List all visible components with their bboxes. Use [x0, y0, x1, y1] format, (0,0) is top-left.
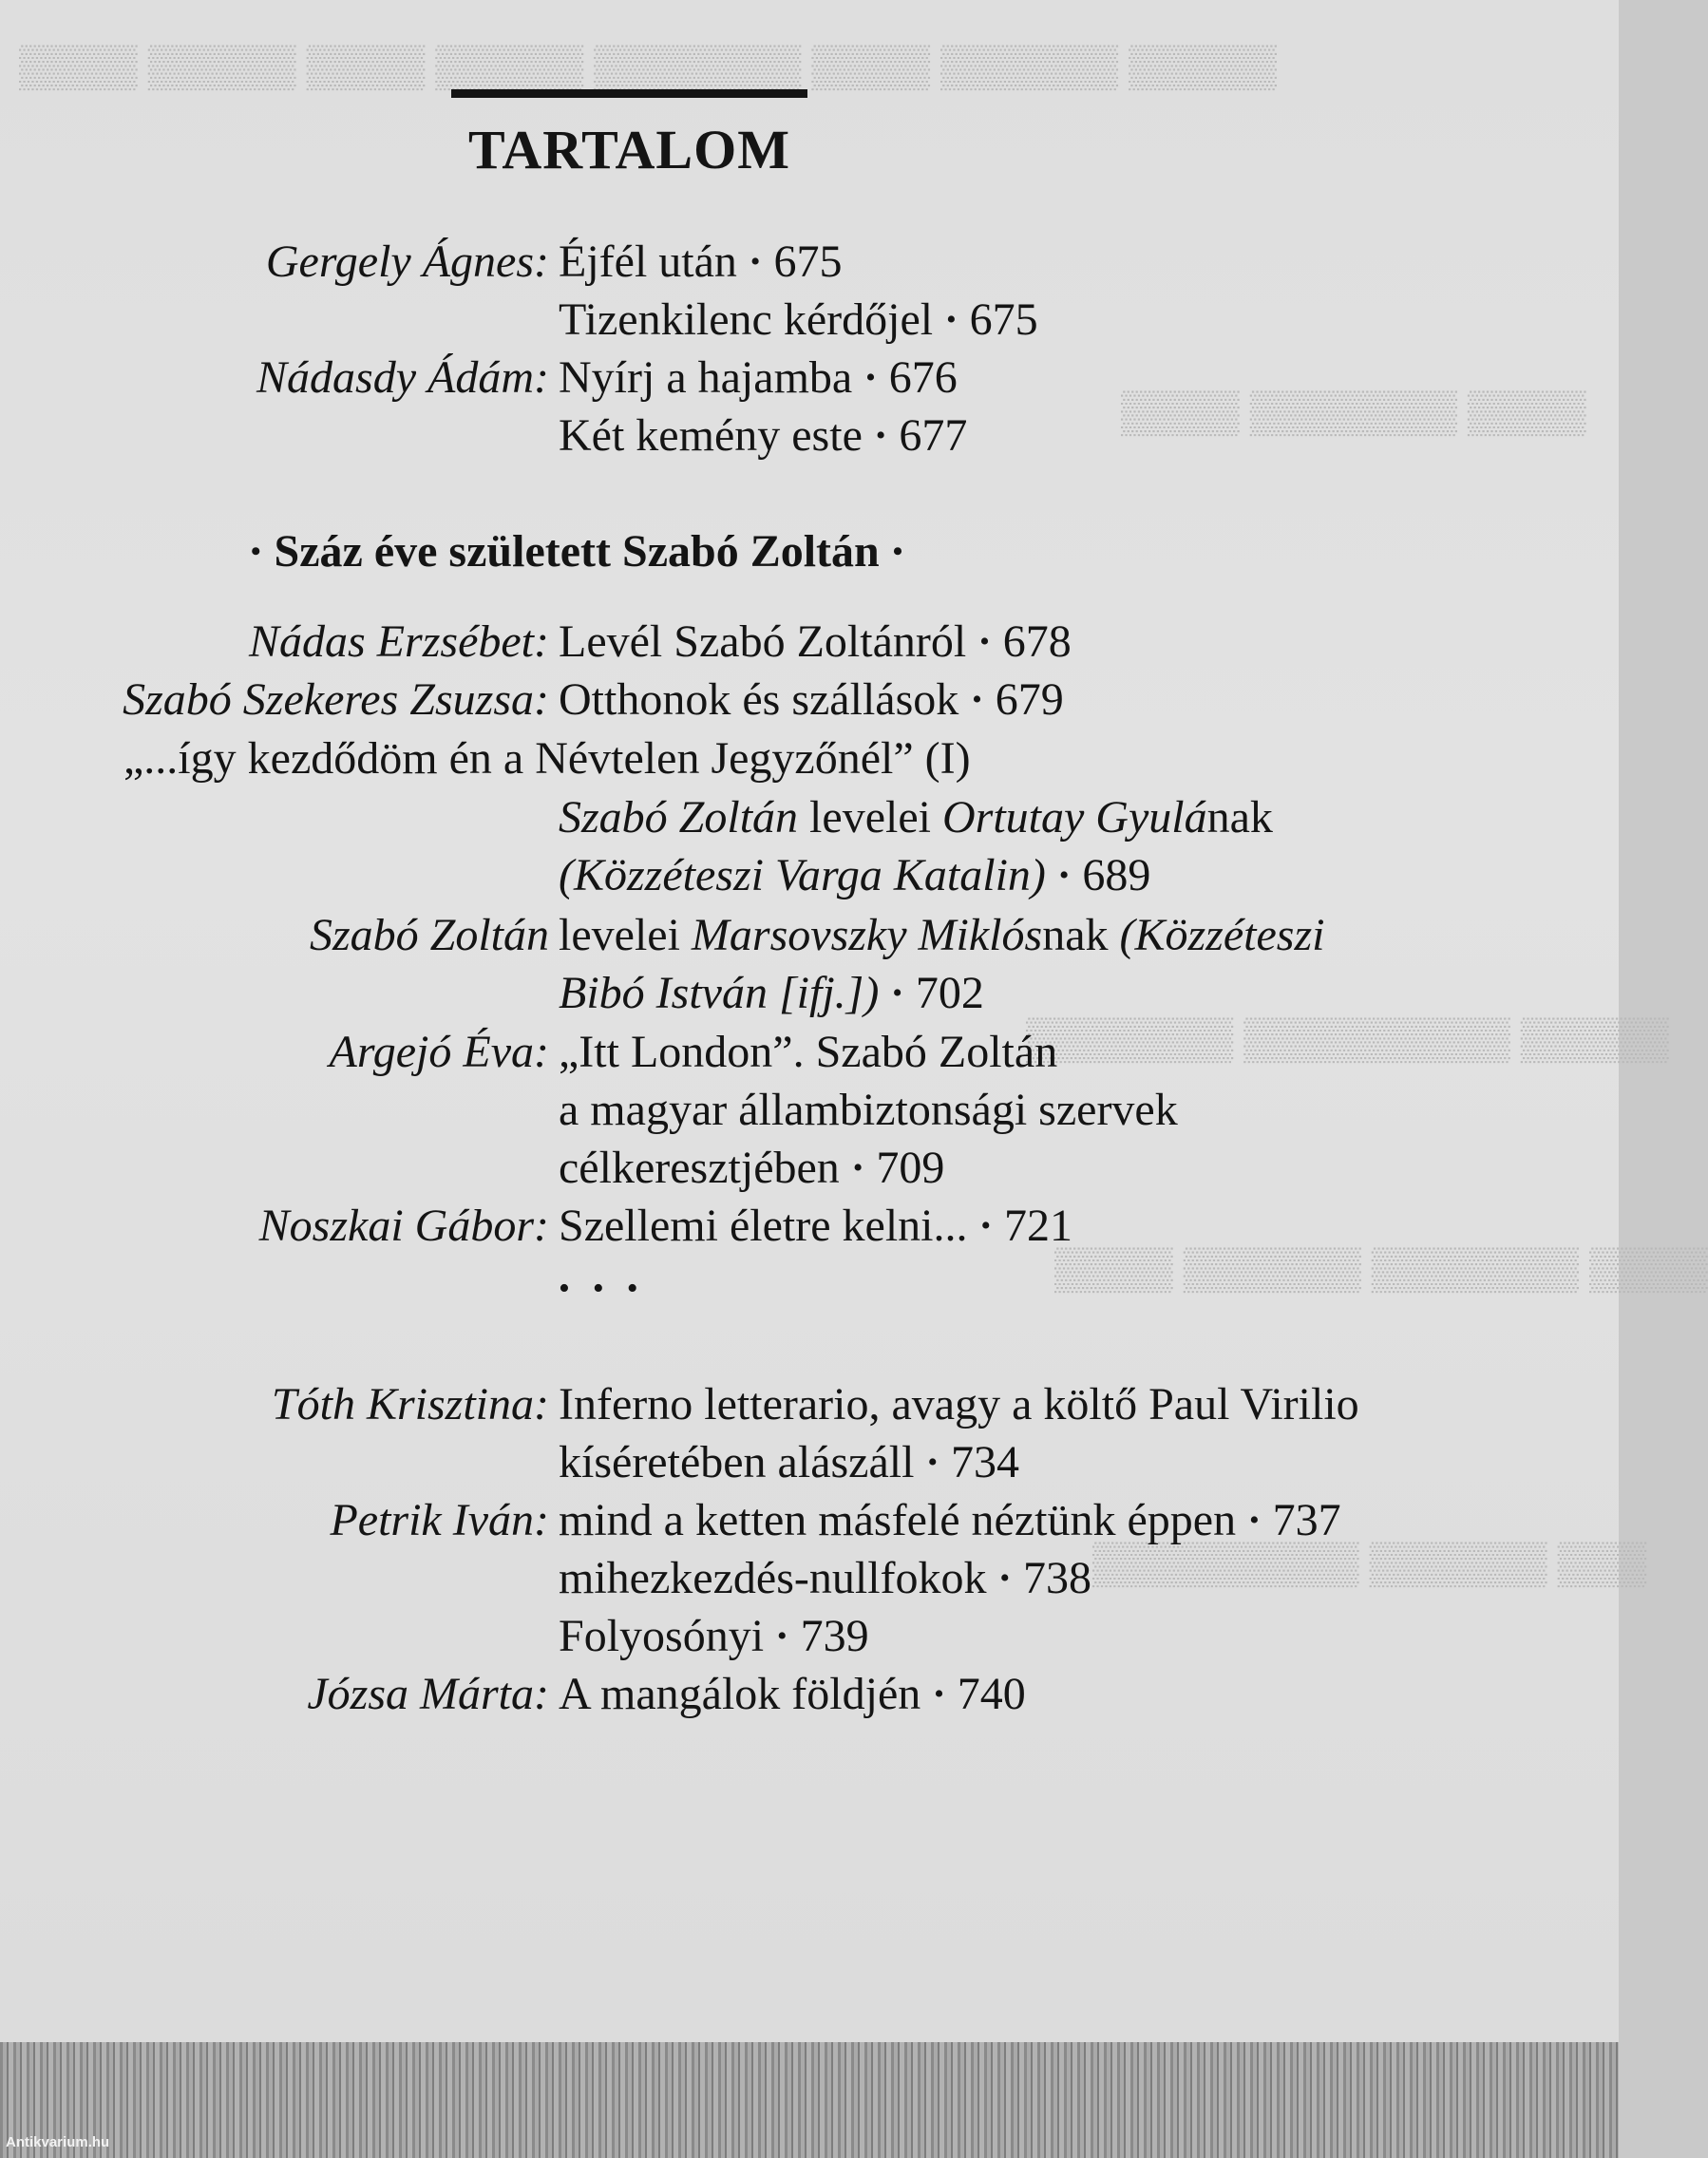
toc-page: 740 — [957, 1669, 1026, 1719]
toc-text: nak — [1042, 910, 1120, 960]
bullet-icon: • — [892, 977, 902, 1009]
toc-title: Tizenkilenc kérdőjel — [559, 294, 934, 345]
bullet-icon: • — [980, 1210, 992, 1241]
toc-author: Argejó Éva: — [329, 1027, 549, 1077]
toc-title: Inferno letterario, avagy a költő Paul Virilio — [559, 1379, 1359, 1429]
toc-entry — [0, 613, 1619, 671]
page-title: TARTALOM — [468, 119, 790, 180]
toc-page: 738 — [1023, 1553, 1092, 1603]
bullet-icon: • — [251, 536, 261, 567]
toc-entry — [0, 1081, 1619, 1139]
bullet-icon: • — [999, 1562, 1011, 1594]
bullet-icon: • — [750, 246, 761, 277]
show-through-text: ▒▒▒▒▒▒▒ ▒▒▒▒▒▒▒▒▒ ▒▒▒▒▒ — [1026, 1015, 1669, 1062]
bullet-icon: • — [946, 304, 957, 335]
bullet-icon: • — [972, 684, 982, 715]
bullet-icon: • — [852, 1152, 863, 1183]
bullet-icon: • — [892, 536, 903, 567]
show-through-text: ▒▒▒▒ ▒▒▒▒▒ ▒▒▒▒ ▒▒▒▒▒ ▒▒▒▒▒▒▒ ▒▒▒▒ ▒▒▒▒▒▒ ▒▒▒▒▒ — [19, 43, 1277, 89]
toc-title: mihezkezdés-nullfokok — [559, 1553, 987, 1603]
toc-page: 678 — [1002, 616, 1072, 667]
toc-entry — [0, 964, 1619, 1022]
toc-page: 677 — [899, 410, 968, 461]
toc-text: nak — [1206, 792, 1273, 842]
toc-entry — [0, 407, 1619, 464]
person-name: Marsovszky Miklós — [691, 910, 1043, 960]
toc-title: a magyar állambiztonsági szervek — [559, 1085, 1178, 1135]
toc-page: 739 — [800, 1611, 869, 1661]
bullet-icon: • — [927, 1447, 938, 1478]
toc-page: 721 — [1004, 1201, 1073, 1251]
toc-title: Nyírj a hajamba — [559, 352, 853, 403]
toc-page: 676 — [888, 352, 958, 403]
toc-author: Tóth Krisztina: — [271, 1379, 549, 1429]
toc-page: 734 — [950, 1437, 1019, 1487]
toc-title: célkeresztjében — [559, 1143, 840, 1193]
toc-text: levelei — [559, 910, 692, 960]
toc-page: 675 — [773, 237, 843, 287]
toc-entry — [0, 1549, 1619, 1607]
toc-entry — [0, 291, 1619, 349]
toc-page: 679 — [995, 674, 1064, 725]
toc-title: Folyosónyi — [559, 1611, 765, 1661]
toc-entry — [0, 788, 1619, 846]
toc-page: 737 — [1272, 1495, 1341, 1545]
quote-title: „...így kezdődöm én a Névtelen Jegyzőnél” (I) — [123, 733, 971, 784]
bullet-icon: • — [1249, 1505, 1260, 1536]
toc-entry — [0, 671, 1619, 729]
toc-entry — [0, 349, 1619, 407]
separator: ••• — [559, 1271, 661, 1306]
toc-editor: (Közzéteszi — [1119, 910, 1325, 960]
toc-author: Nádas Erzsébet: — [249, 616, 549, 667]
toc-author: Nádasdy Ádám: — [256, 352, 549, 403]
bullet-icon: • — [1058, 860, 1070, 891]
bullet-icon: • — [875, 420, 886, 451]
bullet-icon: • — [777, 1620, 788, 1652]
toc-page: 709 — [876, 1143, 945, 1193]
toc-title: „Itt London”. Szabó Zoltán — [559, 1027, 1058, 1077]
toc-entry — [0, 1139, 1619, 1197]
toc-text: levelei — [798, 792, 942, 842]
toc-title: A mangálok földjén — [559, 1669, 921, 1719]
toc-entry — [0, 1665, 1619, 1723]
toc-editor: (Közzéteszi Varga Katalin) — [559, 850, 1046, 900]
toc-entry — [0, 846, 1619, 904]
toc-title: Levél Szabó Zoltánról — [559, 616, 967, 667]
toc-author: Noszkai Gábor: — [258, 1201, 549, 1251]
toc-page: 689 — [1082, 850, 1151, 900]
toc-title: Éjfél után — [559, 237, 737, 287]
section-heading — [237, 522, 916, 586]
show-through-text: ▒▒▒▒ ▒▒▒▒▒▒ ▒▒▒▒▒▒▒ ▒▒▒▒ — [1054, 1245, 1708, 1292]
toc-page: 702 — [915, 968, 984, 1018]
toc-author: Szabó Szekeres Zsuzsa: — [123, 674, 549, 725]
toc-title: mind a ketten másfelé néztünk éppen — [559, 1495, 1237, 1545]
toc-entry — [0, 1433, 1619, 1491]
toc-entry — [0, 1491, 1619, 1549]
bullet-icon: • — [865, 362, 876, 393]
section-heading-text: Száz éve született Szabó Zoltán — [274, 526, 880, 577]
person-name: Szabó Zoltán — [559, 792, 799, 842]
toc-title: Két kemény este — [559, 410, 863, 461]
toc-entry — [0, 906, 1619, 964]
toc-author: Szabó Zoltán — [309, 910, 549, 960]
toc-entry — [0, 1607, 1619, 1665]
show-through-text: ▒▒▒▒▒▒▒▒▒ ▒▒▒▒▒▒ ▒▒▒ — [1092, 1540, 1647, 1586]
toc-author: Józsa Márta: — [307, 1669, 549, 1719]
bullet-icon: • — [979, 626, 990, 657]
person-name: Ortutay Gyulá — [941, 792, 1207, 842]
bullet-icon: • — [934, 1678, 944, 1710]
toc-author: Gergely Ágnes: — [265, 237, 549, 287]
toc-entry — [0, 233, 1619, 291]
toc-entry — [0, 1375, 1619, 1433]
facing-page-edge — [0, 2042, 1619, 2158]
toc-editor: Bibó István [ifj.]) — [559, 968, 880, 1018]
watermark: Antikvarium.hu — [6, 2134, 110, 2150]
show-through-text: ▒▒▒▒ ▒▒▒▒▒▒▒ ▒▒▒▒ — [1121, 388, 1586, 435]
toc-page: 675 — [969, 294, 1038, 345]
toc-title: Szellemi életre kelni... — [559, 1201, 968, 1251]
toc-entry — [0, 1197, 1619, 1255]
toc-title: Otthonok és szállások — [559, 674, 959, 725]
toc-title: kíséretében alászáll — [559, 1437, 915, 1487]
toc-author: Petrik Iván: — [330, 1495, 549, 1545]
toc-entry — [0, 1023, 1619, 1081]
